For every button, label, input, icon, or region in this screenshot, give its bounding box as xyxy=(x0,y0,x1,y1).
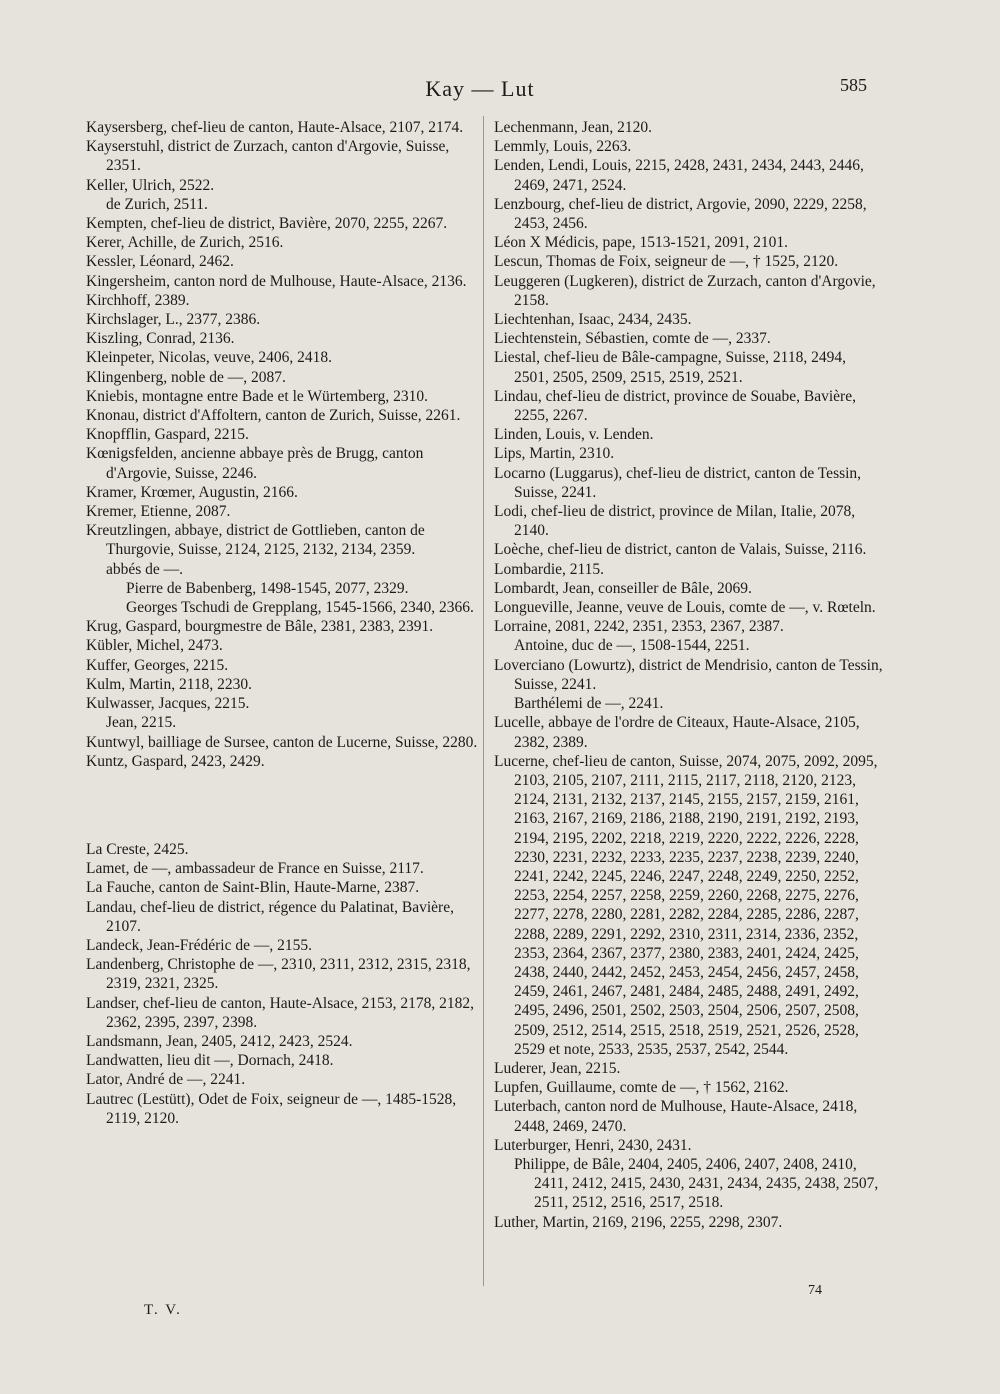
index-entry: Leuggeren (Lugkeren), district de Zurzach, canton d'Argovie, 2158. xyxy=(494,272,876,309)
index-entry: Kuntwyl, bailliage de Sursee, canton de Lucerne, Suisse, 2280. xyxy=(86,733,478,751)
index-entry: Lucerne, chef-lieu de canton, Suisse, 2074, 2075, 2092, 2095, 2103, 2105, 2107, 2111, 2115, 2117, 2118, 2120, 2123, 2124, 2131, 2132, 2137, 2145, 2155, 2157, 2159, 2161, 2163, 2167, 2169, 2186, 2188, 2190, 2191, 2192, 2193, 2194, 2195, 2202, 2218, 2219, 2220, 2222, 2226, 2228, 2230, 2231, 2232, 2233, 2235, 2237, 2238, 2239, 2240, 2241, 2242, 2245, 2246, 2247, 2248, 2249, 2250, 2252, 2253, 2254, 2257, 2258, 2259, 2260, 2268, 2275, 2276, 2277, 2278, 2280, 2281, 2282, 2284, 2285, 2286, 2287, 2288, 2289, 2291, 2292, 2310, 2311, 2314, 2336, 2352, 2353, 2364, 2367, 2377, 2380, 2383, 2401, 2424, 2425, 2438, 2440, 2442, 2452, 2453, 2454, 2456, 2457, 2458, 2459, 2461, 2467, 2481, 2484, 2485, 2488, 2491, 2492, 2495, 2496, 2501, 2502, 2503, 2504, 2506, 2507, 2508, 2509, 2512, 2514, 2515, 2518, 2519, 2521, 2526, 2528, 2529 et note, 2533, 2535, 2537, 2542, 2544. xyxy=(494,752,878,1058)
index-entry: Antoine, duc de —, 1508-1544, 2251. xyxy=(514,637,750,655)
index-entry: Kulwasser, Jacques, 2215. xyxy=(86,695,250,713)
sheet-number: 74 xyxy=(808,1283,822,1298)
page-number: 585 xyxy=(840,75,867,95)
index-column-left xyxy=(86,118,478,1128)
index-entry: Jean, 2215. xyxy=(106,714,177,732)
index-entry: Kirchhoff, 2389. xyxy=(86,291,190,309)
index-entry: Barthélemi de —, 2241. xyxy=(514,695,664,713)
index-entry: Kuffer, Georges, 2215. xyxy=(86,656,229,674)
index-entry: Lucelle, abbaye de l'ordre de Citeaux, Haute-Alsace, 2105, 2382, 2389. xyxy=(494,714,860,751)
index-entry: Loverciano (Lowurtz), district de Mendrisio, canton de Tessin, Suisse, 2241. xyxy=(494,656,883,693)
section-gap xyxy=(86,786,478,824)
index-entry: Léon X Médicis, pape, 1513-1521, 2091, 2101. xyxy=(494,234,789,252)
index-entry: Lemmly, Louis, 2263. xyxy=(494,138,632,156)
index-entry: Luderer, Jean, 2215. xyxy=(494,1059,621,1077)
index-entry: Landenberg, Christophe de —, 2310, 2311, 2312, 2315, 2318, 2319, 2321, 2325. xyxy=(86,956,471,993)
running-header: Kay — Lut xyxy=(425,76,535,101)
index-entry: Landser, chef-lieu de canton, Haute-Alsace, 2153, 2178, 2182, 2362, 2395, 2397, 2398. xyxy=(86,994,475,1031)
index-entry: Kayserstuhl, district de Zurzach, canton d'Argovie, Suisse, 2351. xyxy=(86,138,450,175)
index-entry: Keller, Ulrich, 2522. xyxy=(86,176,215,194)
index-entry: Kiszling, Conrad, 2136. xyxy=(86,330,235,348)
index-entry: Lorraine, 2081, 2242, 2351, 2353, 2367, 2387. xyxy=(494,618,784,636)
index-entry: Lombardie, 2115. xyxy=(494,560,605,578)
index-entry: Lescun, Thomas de Foix, seigneur de —, † 1525, 2120. xyxy=(494,253,839,271)
index-entry: Kramer, Krœmer, Augustin, 2166. xyxy=(86,483,298,501)
index-entry: Lechenmann, Jean, 2120. xyxy=(494,119,652,136)
index-entry: Landwatten, lieu dit —, Dornach, 2418. xyxy=(86,1052,334,1070)
index-entry: La Fauche, canton de Saint-Blin, Haute-Marne, 2387. xyxy=(86,879,420,897)
index-entry: Kœnigsfelden, ancienne abbaye près de Brugg, canton d'Argovie, Suisse, 2246. xyxy=(86,445,424,482)
index-entry: Landau, chef-lieu de district, régence du Palatinat, Bavière, 2107. xyxy=(86,898,454,935)
index-entry: Landsmann, Jean, 2405, 2412, 2423, 2524. xyxy=(86,1032,353,1050)
index-entry: Kirchslager, L., 2377, 2386. xyxy=(86,311,261,329)
index-entry: Locarno (Luggarus), chef-lieu de district, canton de Tessin, Suisse, 2241. xyxy=(494,464,862,501)
index-entry: Georges Tschudi de Grepplang, 1545-1566, 2340, 2366. xyxy=(126,599,474,617)
index-entry: Knopfflin, Gaspard, 2215. xyxy=(86,426,249,444)
column-divider xyxy=(483,116,484,1286)
index-entry: La Creste, 2425. xyxy=(86,840,189,858)
index-entry: Lautrec (Lestütt), Odet de Foix, seigneur de —, 1485-1528, 2119, 2120. xyxy=(86,1090,457,1127)
index-entry: Kerer, Achille, de Zurich, 2516. xyxy=(86,234,284,252)
index-entry: Liestal, chef-lieu de Bâle-campagne, Suisse, 2118, 2494, 2501, 2505, 2509, 2515, 2519, 2521. xyxy=(494,349,846,386)
index-entry: Kreutzlingen, abbaye, district de Gottlieben, canton de Thurgovie, Suisse, 2124, 2125, 2132, 2134, 2359. xyxy=(86,522,425,559)
index-entry: Lindau, chef-lieu de district, province de Souabe, Bavière, 2255, 2267. xyxy=(494,387,856,425)
index-entry: Kremer, Etienne, 2087. xyxy=(86,503,231,521)
index-entry: Lips, Martin, 2310. xyxy=(494,445,615,463)
index-entry: Pierre de Babenberg, 1498-1545, 2077, 2329. xyxy=(126,579,409,597)
index-entry: Kingersheim, canton nord de Mulhouse, Haute-Alsace, 2136. xyxy=(86,272,467,290)
index-entry: de Zurich, 2511. xyxy=(106,195,208,213)
index-entry: Luterbach, canton nord de Mulhouse, Haute-Alsace, 2418, 2448, 2469, 2470. xyxy=(494,1098,858,1135)
index-entry: Liechtenstein, Sébastien, comte de —, 2337. xyxy=(494,330,771,348)
index-entry: Knonau, district d'Affoltern, canton de Zurich, Suisse, 2261. xyxy=(86,407,461,425)
index-entry: Lenden, Lendi, Louis, 2215, 2428, 2431, 2434, 2443, 2446, 2469, 2471, 2524. xyxy=(494,157,864,194)
index-entry: Lombardt, Jean, conseiller de Bâle, 2069. xyxy=(494,579,752,597)
index-entry: Linden, Louis, v. Lenden. xyxy=(494,426,654,444)
index-entry: abbés de —. xyxy=(106,560,184,578)
index-entry: Landeck, Jean-Frédéric de —, 2155. xyxy=(86,936,312,954)
index-entry: Philippe, de Bâle, 2404, 2405, 2406, 2407, 2408, 2410, 2411, 2412, 2415, 2430, 2431, 2434, 2435, 2438, 2507, 2511, 2512, 2516, 2517, 2518. xyxy=(514,1155,879,1212)
index-entry: Kniebis, montagne entre Bade et le Würtemberg, 2310. xyxy=(86,387,429,405)
index-entry: Lupfen, Guillaume, comte de —, † 1562, 2162. xyxy=(494,1079,789,1097)
index-entry: Kübler, Michel, 2473. xyxy=(86,637,223,655)
index-entry: Kempten, chef-lieu de district, Bavière, 2070, 2255, 2267. xyxy=(86,215,448,233)
index-entry: Krug, Gaspard, bourgmestre de Bâle, 2381, 2383, 2391. xyxy=(86,618,434,636)
index-entry: Kulm, Martin, 2118, 2230. xyxy=(86,675,253,693)
index-column-right xyxy=(494,118,884,1232)
index-entry: Loèche, chef-lieu de district, canton de Valais, Suisse, 2116. xyxy=(494,541,867,559)
index-entry: Luterburger, Henri, 2430, 2431. xyxy=(494,1136,692,1154)
index-entry: Kaysersberg, chef-lieu de canton, Haute-Alsace, 2107, 2174. xyxy=(86,119,464,136)
index-entry: Lamet, de —, ambassadeur de France en Suisse, 2117. xyxy=(86,860,424,878)
signature-mark: T. V. xyxy=(144,1302,182,1318)
index-entry: Klingenberg, noble de —, 2087. xyxy=(86,368,286,386)
index-entry: Luther, Martin, 2169, 2196, 2255, 2298, 2307. xyxy=(494,1213,783,1231)
index-entry: Lodi, chef-lieu de district, province de Milan, Italie, 2078, 2140. xyxy=(494,503,856,540)
index-entry: Kuntz, Gaspard, 2423, 2429. xyxy=(86,752,265,770)
index-entry: Kleinpeter, Nicolas, veuve, 2406, 2418. xyxy=(86,349,333,367)
index-entry: Longueville, Jeanne, veuve de Louis, comte de —, v. Rœteln. xyxy=(494,599,876,617)
index-entry: Kessler, Léonard, 2462. xyxy=(86,253,234,271)
index-entry: Lenzbourg, chef-lieu de district, Argovie, 2090, 2229, 2258, 2453, 2456. xyxy=(494,195,867,233)
index-entry: Lator, André de —, 2241. xyxy=(86,1071,246,1089)
index-entry: Liechtenhan, Isaac, 2434, 2435. xyxy=(494,311,692,329)
